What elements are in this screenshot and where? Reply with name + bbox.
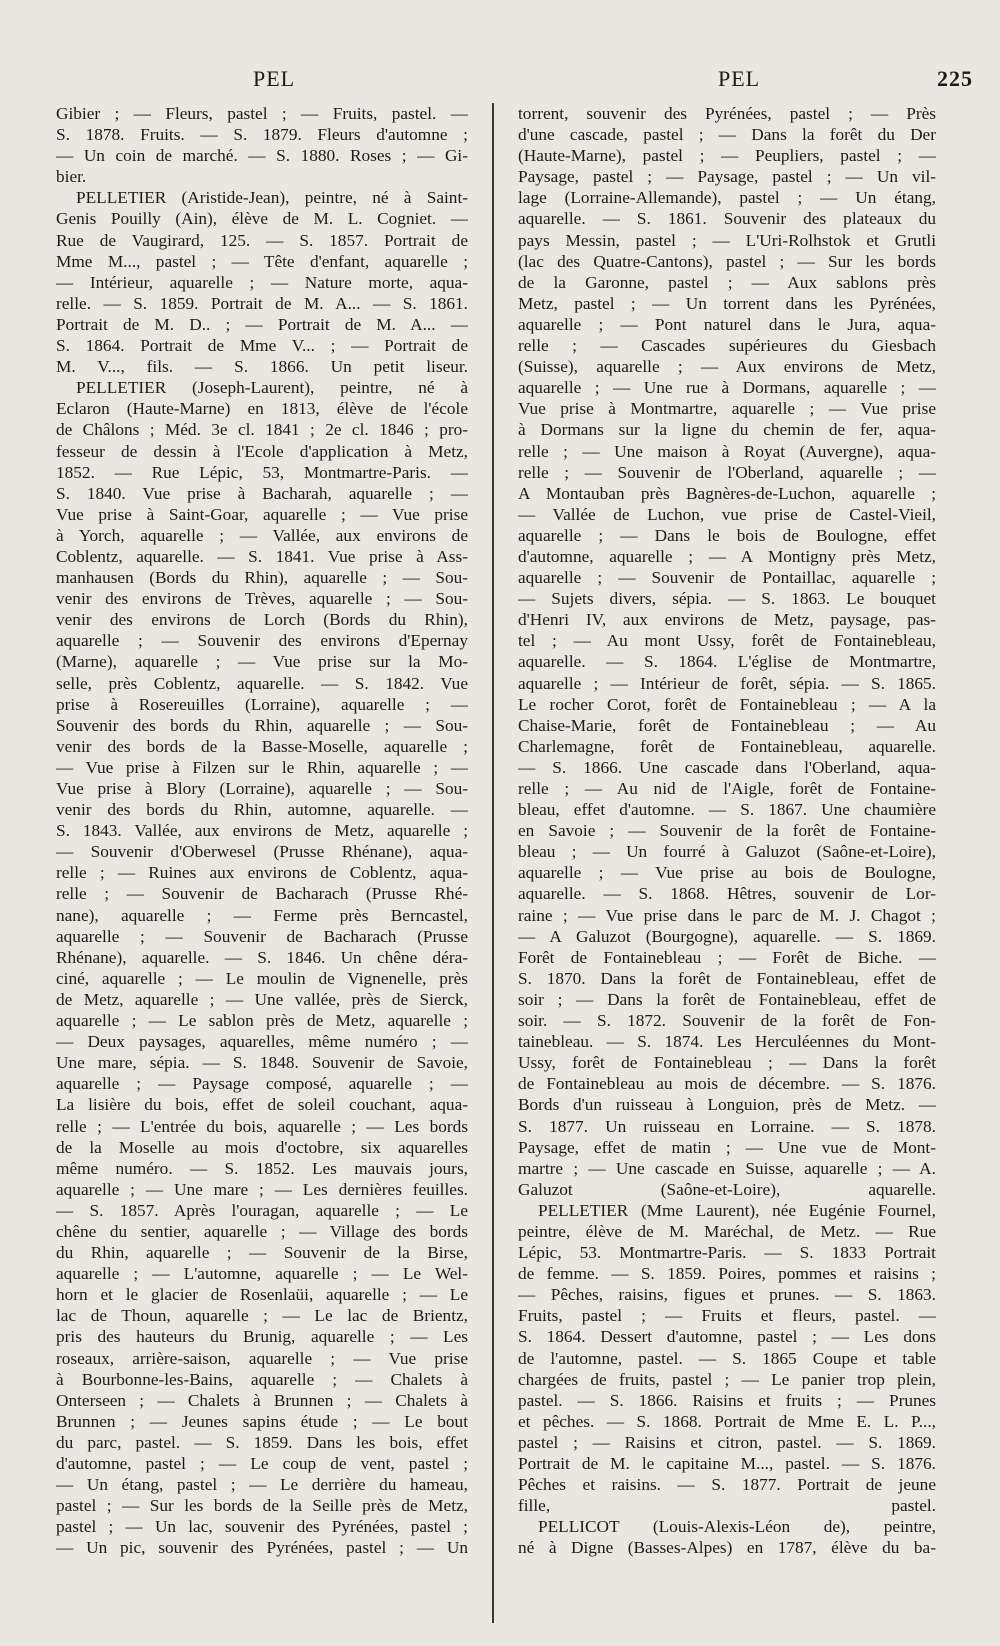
text-line: d'Henri IV, aux environs de Metz, paysage, pas- (518, 610, 936, 630)
text-line: — Un étang, pastel ; — Le derrière du hameau, (56, 1475, 468, 1495)
text-line: Lépic, 53. Montmartre-Paris. — S. 1833 Portrait (518, 1243, 936, 1263)
text-line: aquarelle ; — Une rue à Dormans, aquarelle ; — (518, 378, 936, 398)
text-line: martre ; — Une cascade en Suisse, aquarelle ; — A. (518, 1158, 936, 1178)
text-line: S. 1877. Un ruisseau en Lorraine. — S. 1878. (518, 1116, 936, 1136)
text-line: La lisière du bois, effet de soleil couchant, aqua- (56, 1095, 468, 1115)
text-line: bier. (56, 167, 87, 187)
text-line: chargées de fruits, pastel ; — Le panier trop plein, (518, 1369, 936, 1389)
text-line: Bords d'un ruisseau à Longuion, près de Metz. — (518, 1095, 936, 1115)
text-line: aquarelle ; — Une mare ; — Les dernières feuilles. (56, 1179, 468, 1199)
text-line: Galuzot (Saône-et-Loire), aquarelle. (518, 1179, 936, 1199)
text-line: de la Moselle au mois d'octobre, six aquarelles (56, 1137, 468, 1157)
text-line: de Metz, aquarelle ; — Une vallée, près de Sierck, (56, 989, 468, 1009)
text-line: Coblentz, aquarelle. — S. 1841. Vue prise à Ass- (56, 546, 468, 566)
text-line: Brunnen ; — Jeunes sapins étude ; — Le bout (56, 1411, 468, 1431)
text-line: 1852. — Rue Lépic, 53, Montmartre-Paris. — (56, 462, 468, 482)
text-line: PELLETIER (Joseph-Laurent), peintre, né à (76, 378, 468, 398)
text-line: venir des bords du Rhin, automne, aquarelle. — (56, 800, 468, 820)
text-line: Vue prise à Montmartre, aquarelle ; — Vue prise (518, 399, 936, 419)
text-line: — Sujets divers, sépia. — S. 1863. Le bouquet (518, 589, 936, 609)
text-line: chêne du sentier, aquarelle ; — Village des bords (56, 1221, 468, 1241)
text-line: relle ; — Cascades supérieures du Giesbach (518, 336, 936, 356)
text-line: aquarelle ; — Souvenir de Bacharach (Prusse (56, 926, 468, 946)
text-line: venir des environs de Lorch (Bords du Rhin), (56, 610, 468, 630)
text-line: S. 1843. Vallée, aux environs de Metz, aquarelle ; (56, 821, 468, 841)
text-line: Fruits, pastel ; — Fruits et fleurs, pastel. — (518, 1306, 936, 1326)
text-line: de Châlons ; Méd. 3e cl. 1841 ; 2e cl. 1846 ; pro- (56, 420, 468, 440)
text-line: Paysage, pastel ; — Paysage, pastel ; — Un vil- (518, 167, 936, 187)
text-line: même numéro. — S. 1852. Les mauvais jours, (56, 1158, 468, 1178)
text-line: pris des hauteurs du Brunig, aquarelle ; — Les (56, 1327, 468, 1347)
left-column (56, 103, 468, 1558)
text-line: aquarelle ; — Vue prise au bois de Boulogne, (518, 863, 936, 883)
text-line: PELLICOT (Louis-Alexis-Léon de), peintre, (538, 1517, 936, 1537)
text-line: aquarelle ; — Dans le bois de Boulogne, effet (518, 525, 936, 545)
text-line: raine ; — Vue prise dans le parc de M. J. Chagot ; (518, 905, 936, 925)
running-head-right: PEL (718, 66, 761, 91)
text-line: pastel ; — Un lac, souvenir des Pyrénées, pastel ; (56, 1517, 468, 1537)
text-line: S. 1870. Dans la forêt de Fontainebleau, effet de (518, 968, 936, 988)
text-line: peintre, élève de M. Maréchal, de Metz. — Rue (518, 1221, 936, 1241)
text-line: bleau, effet d'automne. — S. 1867. Une chaumière (518, 800, 936, 820)
text-line: et pêches. — S. 1868. Portrait de Mme E. L. P..., (518, 1411, 936, 1431)
text-line: PELLETIER (Mme Laurent), née Eugénie Fournel, (538, 1200, 936, 1220)
text-line: Ussy, forêt de Fontainebleau ; — Dans la forêt (518, 1053, 936, 1073)
text-line: soir ; — Dans la forêt de Fontainebleau, effet de (518, 989, 936, 1009)
text-line: horn et le glacier de Rosenlaüi, aquarelle ; — Le (56, 1285, 468, 1305)
text-line: (lac des Quatre-Cantons), pastel ; — Sur les bords (518, 251, 936, 271)
text-line: relle ; — Au nid de l'Aigle, forêt de Fontaine- (518, 779, 936, 798)
text-line: — Deux paysages, aquarelles, même numéro ; — (56, 1032, 468, 1052)
text-line: (Suisse), aquarelle ; — Aux environs de Metz, (518, 357, 936, 377)
text-line: pastel ; — Raisins et citron, pastel. — S. 1869. (518, 1432, 936, 1452)
text-line: lage (Lorraine-Allemande), pastel ; — Un étang, (518, 188, 936, 208)
text-line: — A Galuzot (Bourgogne), aquarelle. — S. 1869. (518, 926, 936, 946)
text-line: — Un pic, souvenir des Pyrénées, pastel ; — Un (56, 1538, 468, 1558)
text-line: torrent, souvenir des Pyrénées, pastel ; — Près (518, 104, 936, 123)
text-line: aquarelle ; — Souvenir de Pontaillac, aquarelle ; (518, 568, 936, 588)
text-line: Une mare, sépia. — S. 1848. Souvenir de Savoie, (56, 1053, 468, 1073)
text-line: pastel. — S. 1866. Raisins et fruits ; — Prunes (518, 1390, 936, 1410)
text-line: aquarelle ; — Intérieur de forêt, sépia. — S. 1865. (518, 673, 936, 693)
text-line: d'une cascade, pastel ; — Dans la forêt du Der (518, 125, 936, 145)
text-line: venir des environs de Trèves, aquarelle ; — Sou- (56, 589, 468, 609)
text-line: S. 1864. Portrait de Mme V... ; — Portrait de (56, 336, 468, 356)
text-line: aquarelle ; — Souvenir des environs d'Epernay (56, 631, 468, 651)
text-line: né à Digne (Basses-Alpes) en 1787, élève du ba- (518, 1538, 936, 1558)
text-line: Genis Pouilly (Ain), élève de M. L. Cogniet. — (56, 209, 468, 229)
text-line: Portrait de M. D.. ; — Portrait de M. A... — (56, 314, 468, 334)
text-line: S. 1878. Fruits. — S. 1879. Fleurs d'automne ; (56, 125, 468, 145)
text-line: du Rhin, aquarelle ; — Souvenir de la Birse, (56, 1243, 468, 1263)
text-line: Souvenir des bords du Rhin, aquarelle ; — Sou- (56, 715, 468, 735)
text-line: de Fontainebleau au mois de décembre. — S. 1876. (518, 1074, 936, 1094)
text-line: Rue de Vaugirard, 125. — S. 1857. Portrait de (56, 230, 468, 250)
text-line: relle. — S. 1859. Portrait de M. A... — S. 1861. (56, 293, 468, 313)
text-line: S. 1840. Vue prise à Bacharah, aquarelle ; — (56, 483, 468, 503)
text-line: de femme. — S. 1859. Poires, pommes et raisins ; (518, 1264, 936, 1284)
text-line: fille, pastel. (518, 1496, 936, 1516)
text-line: du parc, pastel. — S. 1859. Dans les bois, effet (56, 1432, 468, 1452)
text-line: relle ; — Ruines aux environs de Coblentz, aqua- (56, 863, 468, 883)
text-line: Onterseen ; — Chalets à Brunnen ; — Chalets à (56, 1390, 468, 1410)
text-line: — S. 1857. Après l'ouragan, aquarelle ; — Le (56, 1200, 468, 1220)
text-line: nane), aquarelle ; — Ferme près Berncastel, (56, 905, 468, 925)
text-line: — Vallée de Luchon, vue prise de Castel-Vieil, (518, 504, 936, 524)
text-line: prise à Rosereuilles (Lorraine), aquarelle ; — (56, 694, 468, 714)
text-line: pays Messin, pastel ; — L'Uri-Rolhstok et Grutli (518, 230, 936, 250)
text-line: pastel ; — Sur les bords de la Seille près de Metz, (56, 1496, 468, 1516)
text-line: aquarelle ; — Paysage composé, aquarelle ; — (56, 1074, 468, 1094)
text-line: Pêches et raisins. — S. 1877. Portrait de jeune (518, 1475, 936, 1495)
text-line: A Montauban près Bagnères-de-Luchon, aquarelle ; (518, 483, 936, 503)
text-line: tainebleau. — S. 1874. Les Herculéennes du Mont- (518, 1032, 936, 1052)
text-line: tel ; — Au mont Ussy, forêt de Fontainebleau, (518, 631, 936, 651)
text-line: roseaux, arrière-saison, aquarelle ; — Vue prise (56, 1348, 468, 1368)
column-divider (492, 103, 494, 1623)
text-line: à Yorch, aquarelle ; — Vallée, aux environs de (56, 525, 468, 545)
text-line: (Marne), aquarelle ; — Vue prise sur la Mo- (56, 652, 468, 672)
text-line: Gibier ; — Fleurs, pastel ; — Fruits, pastel. — (56, 104, 468, 123)
text-line: — Un coin de marché. — S. 1880. Roses ; — Gi- (56, 146, 468, 166)
text-line: Chaise-Marie, forêt de Fontainebleau ; — Au (518, 715, 936, 735)
text-line: Mme M..., pastel ; — Tête d'enfant, aquarelle ; (56, 251, 468, 271)
text-line: d'automne, aquarelle ; — A Montigny près Metz, (518, 546, 936, 566)
text-line: bleau ; — Un fourré à Galuzot (Saône-et-Loire), (518, 842, 936, 862)
text-line: — S. 1866. Une cascade dans l'Oberland, aqua- (518, 757, 936, 777)
text-line: — Vue prise à Filzen sur le Rhin, aquarelle ; — (56, 757, 468, 777)
text-line: en Savoie ; — Souvenir de la forêt de Fontaine- (518, 821, 936, 841)
text-line: Eclaron (Haute-Marne) en 1813, élève de l'école (56, 399, 468, 419)
text-line: (Haute-Marne), pastel ; — Peupliers, pastel ; — (518, 146, 936, 166)
text-line: aquarelle. — S. 1864. L'église de Montmartre, (518, 652, 936, 672)
text-line: — Pêches, raisins, figues et prunes. — S. 1863. (518, 1285, 936, 1305)
text-line: aquarelle. — S. 1868. Hêtres, souvenir de Lor- (518, 884, 936, 904)
text-line: soir. — S. 1872. Souvenir de la forêt de Fon- (518, 1011, 936, 1031)
text-line: Le rocher Corot, forêt de Fontainebleau ; — A la (518, 694, 936, 714)
text-line: relle ; — Souvenir de l'Oberland, aquarelle ; — (518, 462, 936, 482)
text-line: ciné, aquarelle ; — Le moulin de Vignenelle, près (56, 968, 468, 988)
text-line: relle ; — L'entrée du bois, aquarelle ; — Les bords (56, 1116, 468, 1136)
text-line: Metz, pastel ; — Un torrent dans les Pyrénées, (518, 293, 936, 313)
page-number: 225 (937, 66, 973, 91)
text-line: de la Garonne, pastel ; — Aux sablons près (518, 272, 936, 292)
text-line: manhausen (Bords du Rhin), aquarelle ; — Sou- (56, 568, 468, 588)
text-line: PELLETIER (Aristide-Jean), peintre, né à Saint- (76, 188, 468, 208)
text-line: — Souvenir d'Oberwesel (Prusse Rhénane), aqua- (56, 842, 468, 862)
text-line: de l'automne, pastel. — S. 1865 Coupe et table (518, 1348, 936, 1368)
text-line: Vue prise à Blory (Lorraine), aquarelle ; — Sou- (56, 779, 468, 798)
text-line: relle ; — Souvenir de Bacharach (Prusse Rhé- (56, 884, 468, 904)
text-line: Charlemagne, forêt de Fontainebleau, aquarelle. (518, 736, 936, 756)
text-line: à Dormans sur la ligne du chemin de fer, aqua- (518, 420, 936, 440)
right-column (518, 103, 936, 1558)
text-line: aquarelle ; — L'automne, aquarelle ; — Le Wel- (56, 1264, 468, 1284)
text-line: aquarelle ; — Pont naturel dans le Jura, aqua- (518, 314, 936, 334)
text-line: — Intérieur, aquarelle ; — Nature morte, aqua- (56, 272, 468, 292)
text-line: à Bourbonne-les-Bains, aquarelle ; — Chalets à (56, 1369, 468, 1389)
text-line: fesseur de dessin à l'Ecole d'application à Metz, (56, 441, 468, 461)
text-line: Portrait de M. le capitaine M..., pastel. — S. 1876. (518, 1454, 936, 1473)
text-line: Paysage, effet de matin ; — Une vue de Mont- (518, 1137, 936, 1157)
text-line: Rhénane), aquarelle. — S. 1846. Un chêne déra- (56, 947, 468, 967)
text-line: venir des bords de la Basse-Moselle, aquarelle ; (56, 736, 468, 756)
text-line: aquarelle ; — Le sablon près de Metz, aquarelle ; (56, 1011, 468, 1031)
text-line: M. V..., fils. — S. 1866. Un petit liseur. (56, 357, 468, 377)
text-line: lac de Thoun, aquarelle ; — Le lac de Brientz, (56, 1306, 468, 1326)
text-line: S. 1864. Dessert d'automne, pastel ; — Les dons (518, 1327, 936, 1347)
text-line: relle ; — Une maison à Royat (Auvergne), aqua- (518, 441, 936, 461)
text-line: aquarelle. — S. 1861. Souvenir des plateaux du (518, 209, 936, 229)
text-line: selle, près Coblentz, aquarelle. — S. 1842. Vue (56, 673, 468, 693)
text-line: Forêt de Fontainebleau ; — Forêt de Biche. — (518, 947, 936, 967)
running-head-left: PEL (253, 66, 296, 91)
text-line: d'automne, pastel ; — Le coup de vent, pastel ; (56, 1454, 468, 1473)
text-line: Vue prise à Saint-Goar, aquarelle ; — Vue prise (56, 504, 468, 524)
